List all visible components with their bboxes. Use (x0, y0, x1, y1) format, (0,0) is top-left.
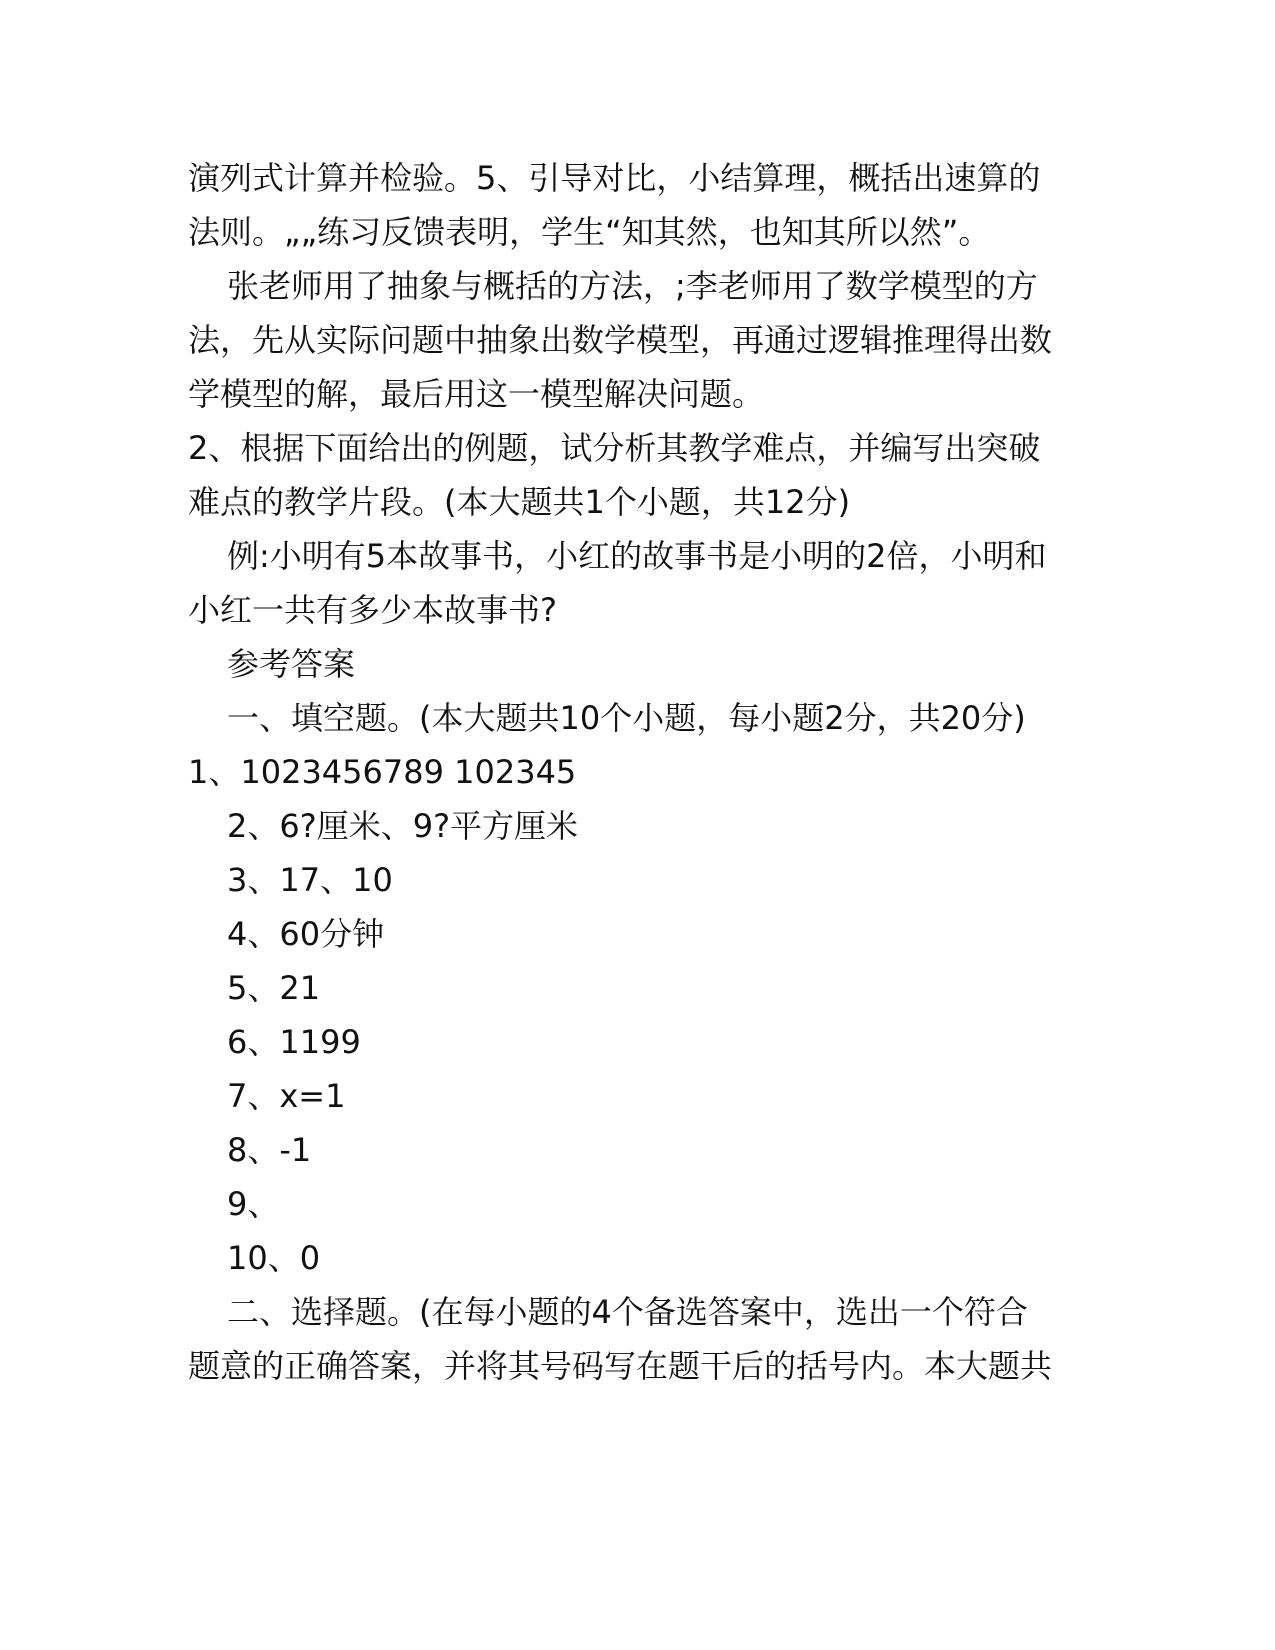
answer-item: 4、60分钟 (227, 915, 385, 953)
answer-item: 5、21 (227, 969, 321, 1007)
answer-item: 1、1023456789 102345 (188, 753, 577, 791)
text-line: 法，先从实际问题中抽象出数学模型，再通过逻辑推理得出数 (188, 321, 1053, 359)
text-line: 题意的正确答案，并将其号码写在题干后的括号内。本大题共 (188, 1347, 1053, 1385)
answer-item: 2、6?厘米、9?平方厘米 (227, 807, 579, 845)
answer-item: 7、x=1 (227, 1077, 346, 1115)
question-line: 2、根据下面给出的例题，试分析其教学难点，并编写出突破 (188, 429, 1041, 467)
answer-item: 9、 (227, 1185, 280, 1223)
answer-item: 3、17、10 (227, 861, 393, 899)
section-heading: 二、选择题。(在每小题的4个备选答案中，选出一个符合 (227, 1293, 1028, 1331)
text-line: 法则。„„练习反馈表明，学生“知其然，也知其所以然”。 (188, 213, 991, 251)
text-line: 演列式计算并检验。5、引导对比，小结算理，概括出速算的 (188, 159, 1041, 197)
section-heading: 一、填空题。(本大题共10个小题，每小题2分，共20分) (227, 699, 1026, 737)
paragraph-line: 张老师用了抽象与概括的方法，;李老师用了数学模型的方 (227, 267, 1038, 305)
example-line: 例:小明有5本故事书，小红的故事书是小明的2倍，小明和 (227, 537, 1047, 575)
answer-heading: 参考答案 (227, 645, 356, 683)
answer-item: 10、0 (227, 1239, 321, 1277)
example-line: 小红一共有多少本故事书? (188, 591, 557, 629)
answer-item: 8、-1 (227, 1131, 312, 1169)
answer-item: 6、1199 (227, 1023, 361, 1061)
question-line: 难点的教学片段。(本大题共1个小题，共12分) (188, 483, 851, 521)
text-line: 学模型的解，最后用这一模型解决问题。 (188, 375, 765, 413)
